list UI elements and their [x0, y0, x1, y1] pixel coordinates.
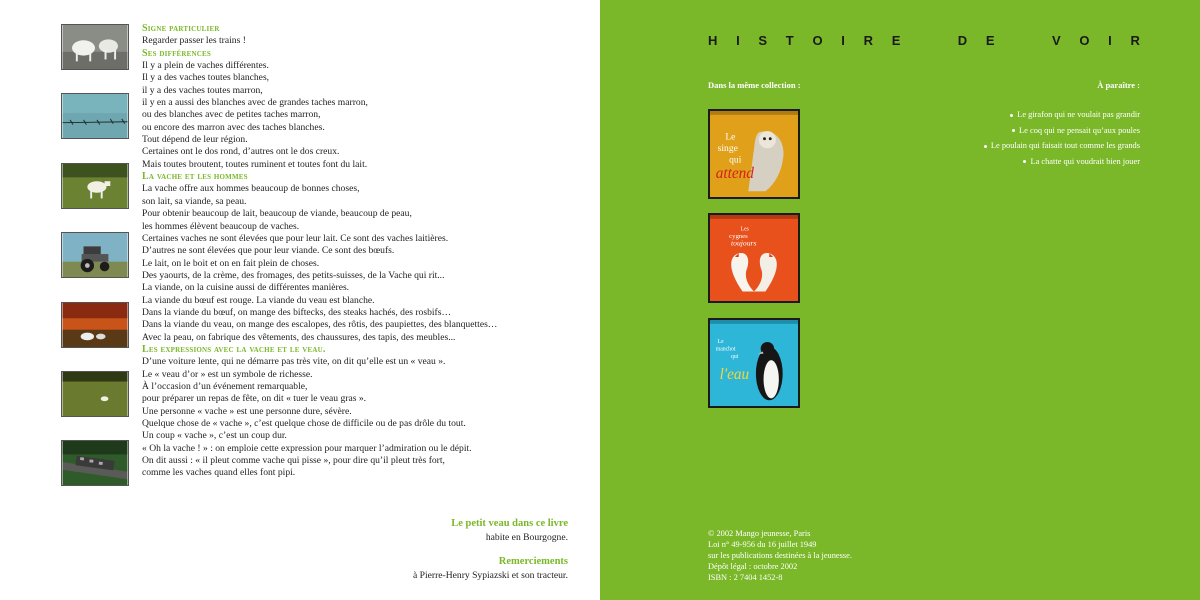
- tractor-photo: [61, 232, 129, 278]
- upcoming-title: Le poulain qui faisait tout comme les grands: [990, 141, 1140, 150]
- le-singe-qui-attend-cover[interactable]: [708, 109, 800, 199]
- svg-text:qui: qui: [731, 354, 739, 361]
- legal-line: Loi n° 49-956 du 16 juillet 1949: [708, 540, 817, 549]
- text-line: Il y a plein de vaches différentes.: [142, 60, 269, 72]
- credit-text: habite en Bourgogne.: [485, 532, 568, 543]
- text-line: Il y a des vaches toutes blanches,: [142, 72, 270, 84]
- svg-text:Le: Le: [725, 131, 736, 143]
- text-line: Regarder passer les trains !: [142, 35, 246, 47]
- svg-text:singe: singe: [717, 143, 738, 155]
- series-letter: S: [758, 33, 768, 48]
- credit-thanks: [413, 556, 568, 581]
- svg-text:l'eau: l'eau: [719, 366, 750, 384]
- list-item: [984, 107, 1140, 123]
- text-line: Avec la peau, on fabrique des vêtements, des chaussures, des tapis, des meubles...: [142, 331, 456, 343]
- upcoming-title: Le girafon qui ne voulait pas grandir: [1017, 110, 1140, 119]
- svg-text:cygnes: cygnes: [729, 232, 748, 240]
- text-line: Le lait, on le boit et on en fait plein de choses.: [142, 257, 320, 269]
- credit-title: Le petit veau dans ce livre: [451, 518, 568, 529]
- list-item: [984, 123, 1140, 139]
- text-line: Certaines vaches ne sont élevées que pour leur lait. Ce sont des vaches laitières.: [142, 232, 449, 244]
- meadow-photo: [61, 371, 129, 417]
- series-letter: I: [736, 33, 740, 48]
- series-letter: T: [785, 33, 794, 48]
- cow-field-photo: [61, 163, 129, 209]
- same-collection-label: Dans la même collection :: [708, 80, 801, 90]
- differences-paragraph: [142, 60, 532, 171]
- bullet-icon: [1010, 114, 1013, 117]
- text-line: son lait, sa viande, sa peau.: [142, 195, 247, 207]
- text-line: Dans la viande du bœuf, on mange des biftecks, des steaks hachés, des rosbifs…: [142, 306, 452, 318]
- text-line: À l’occasion d’un événement remarquable,: [142, 380, 308, 392]
- legal-line: ISBN : 2 7404 1452-8: [708, 573, 783, 582]
- text-line: Quelque chose de « vache », c’est quelque chose de difficile ou de pas drôle du tout.: [142, 418, 466, 429]
- text-line: D’autres ne sont élevées que pour leur viande. Ce sont des bœufs.: [142, 245, 395, 257]
- hommes-paragraph: [142, 183, 532, 343]
- word-gap: [1013, 33, 1033, 48]
- text-line: Une personne « vache » est une personne dure, sévère.: [142, 405, 352, 417]
- legal-line: © 2002 Mango jeunesse, Paris: [708, 529, 811, 538]
- text-line: On dit aussi : « il pleut comme vache qui pisse », pour dire qu’il pleut très fort,: [142, 455, 445, 467]
- text-line: les hommes élèvent beaucoup de vaches.: [142, 220, 300, 232]
- text-line: il y a des vaches toutes marron,: [142, 84, 263, 96]
- bullet-icon: [1023, 160, 1026, 163]
- svg-text:Le: Le: [717, 338, 724, 345]
- series-letter: R: [1130, 33, 1140, 48]
- text-line: La vache offre aux hommes beaucoup de bonnes choses,: [142, 183, 360, 195]
- upcoming-title: La chatte qui voudrait bien jouer: [1030, 156, 1140, 166]
- list-item: [984, 138, 1140, 154]
- goats-photo: [61, 24, 129, 70]
- series-letter: E: [891, 33, 901, 48]
- text-line: Certaines ont le dos rond, d’autres ont le dos creux.: [142, 146, 340, 158]
- heading-differences: Ses différences: [142, 47, 212, 59]
- upcoming-title: Le coq qui ne pensait qu’aux poules: [1019, 125, 1140, 135]
- svg-text:manchot: manchot: [715, 346, 736, 353]
- text-line: ou des blanches avec de petites taches marron,: [142, 109, 321, 121]
- text-line: Dans la viande du veau, on mange des escalopes, des rôtis, des paupiettes, des blanquettes…: [142, 319, 498, 331]
- word-gap: [919, 33, 939, 48]
- series-letter: O: [1079, 33, 1090, 48]
- text-line: pour préparer un repas de fête, on dit « tuer le veau gras ».: [142, 393, 367, 405]
- heading-signe-particulier: Signe particulier: [142, 23, 220, 34]
- text-line: ou encore des marron avec des taches blanches.: [142, 121, 325, 133]
- right-page: [600, 0, 1200, 600]
- bullet-icon: [984, 145, 987, 148]
- legal-line: sur les publications destinées à la jeunesse.: [708, 551, 852, 560]
- heading-expressions: Les expressions avec la vache et le veau.: [142, 343, 326, 355]
- credit-text: à Pierre-Henry Sypiazski et son tracteur.: [412, 570, 568, 581]
- text-line: il y en a aussi des blanches avec de grandes taches marron,: [142, 97, 368, 109]
- series-letter: V: [1051, 33, 1061, 48]
- body-text: [142, 23, 532, 480]
- heading-vache-hommes: La vache et les hommes: [142, 171, 248, 183]
- series-title: [708, 33, 1140, 48]
- text-line: Des yaourts, de la crème, des fromages, des petits-suisses, de la Vache qui rit...: [142, 269, 445, 281]
- legal-line: Dépôt légal : octobre 2002: [708, 562, 798, 571]
- text-line: Un coup « vache », c’est un coup dur.: [142, 430, 287, 442]
- svg-text:toujours: toujours: [731, 238, 757, 248]
- bullet-icon: [1012, 129, 1015, 132]
- text-line: Tout dépend de leur région.: [142, 134, 248, 146]
- text-line: Pour obtenir beaucoup de lait, beaucoup de viande, beaucoup de peau,: [142, 208, 412, 220]
- text-line: La viande du bœuf est rouge. La viande du veau est blanche.: [142, 294, 375, 306]
- svg-text:attend: attend: [715, 164, 754, 182]
- svg-text:Les: Les: [740, 226, 749, 233]
- text-line: Le « veau d’or » est un symbole de richesse.: [142, 368, 313, 380]
- text-line: La viande, on la cuisine aussi de différentes manières.: [142, 282, 350, 294]
- series-letter: R: [863, 33, 873, 48]
- upcoming-label: À paraître :: [1097, 80, 1140, 90]
- sunset-cows-photo: [61, 302, 129, 348]
- les-cygnes-cover[interactable]: [708, 213, 800, 303]
- series-letter: I: [1108, 33, 1112, 48]
- legal-notice: [708, 528, 852, 583]
- series-letter: H: [708, 33, 718, 48]
- barbed-wire-photo: [61, 93, 129, 139]
- text-line: Mais toutes broutent, toutes ruminent et toutes font du lait.: [142, 158, 368, 170]
- train-photo: [61, 440, 129, 486]
- series-letter: E: [985, 33, 995, 48]
- credit-location: [451, 518, 568, 543]
- text-line: comme les vaches quand elles font pipi.: [142, 467, 296, 479]
- series-letter: O: [812, 33, 823, 48]
- series-letter: I: [841, 33, 845, 48]
- list-item: [984, 154, 1140, 170]
- credit-title: Remerciements: [498, 556, 568, 567]
- series-letter: D: [957, 33, 968, 48]
- upcoming-list: [984, 107, 1140, 169]
- text-line: D’une voiture lente, qui ne démarre pas très vite, on dit qu’elle est un « veau ».: [142, 356, 446, 368]
- expressions-paragraph: [142, 356, 532, 479]
- le-manchot-cover[interactable]: [708, 318, 800, 408]
- svg-text:qui: qui: [729, 154, 742, 166]
- text-line: « Oh la vache ! » : on emploie cette expression pour marquer l’admiration ou le dépit.: [142, 442, 472, 454]
